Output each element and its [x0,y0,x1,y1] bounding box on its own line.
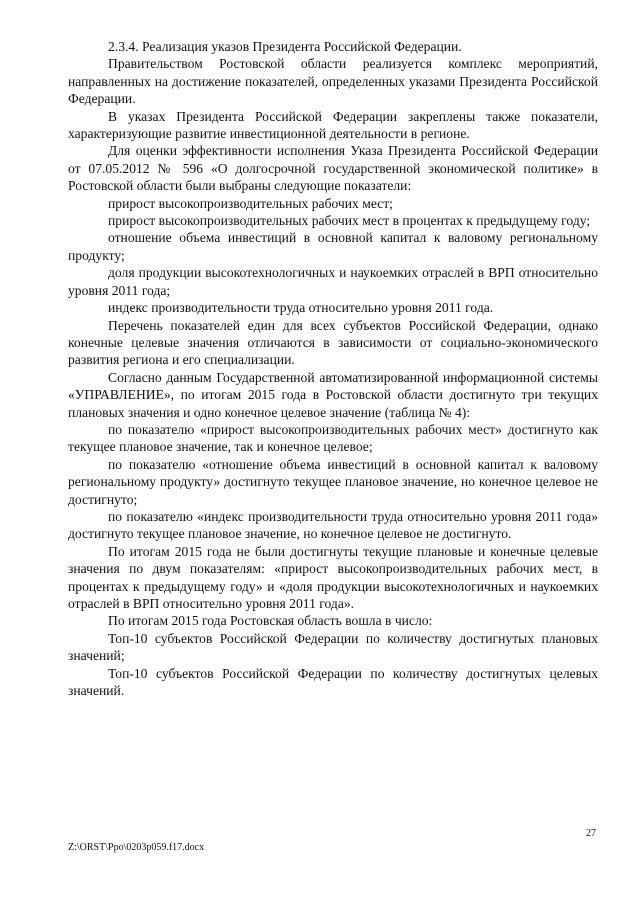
section-heading: 2.3.4. Реализация указов Президента Российской Федерации. [108,39,462,54]
indicator-item: прирост высокопроизводительных рабочих мест в процентах к предыдущему году; [108,213,591,229]
paragraph: Правительством Ростовской области реализуется комплекс мероприятий, направленных на достижение показателей, определенных указами Президента Российской Федерации. [68,56,598,107]
paragraph: Перечень показателей един для всех субъектов Российской Федерации, однако конечные целевые значения отличаются в зависимости от социально-экономического развития региона и его специализации. [68,317,598,368]
document-body [68,38,598,699]
ranking-item: Топ-10 субъектов Российской Федерации по количеству достигнутых целевых значений. [68,665,598,699]
paragraph: По итогам 2015 года Ростовская область вошла в число: [108,613,433,629]
result-item: по показателю «прирост высокопроизводительных рабочих мест» достигнуто как текущее плановое значение, так и конечное целевое; [68,421,598,455]
paragraph: Для оценки эффективности исполнения Указа Президента Российской Федерации от 07.05.2012 № 596 «О долгосрочной государственной экономической политике» в Ростовской области были выбраны следующие показатели: [68,143,598,194]
result-item: по показателю «индекс производительности труда относительно уровня 2011 года» достигнуто текущее плановое значение, но конечное целевое не достигнуто. [68,508,598,542]
indicator-item: отношение объема инвестиций в основной капитал к валовому региональному продукту; [68,230,598,263]
indicator-item: прирост высокопроизводительных рабочих мест; [108,195,393,211]
indicator-item: доля продукции высокотехнологичных и наукоемких отраслей в ВРП относительно уровня 2011 года; [68,265,598,298]
footer-file-path: Z:\ORST\Ppo\0203p059.f17.docx [68,842,205,853]
paragraph: По итогам 2015 года не были достигнуты текущие плановые и конечные целевые значения по двум показателям: «прирост высокопроизводительных рабочих мест, в процентах к предыдущему году» и «доля продукции высокотехнологичных и наукоемких отраслей в ВРП относительно уровня 2011 года». [68,543,598,611]
indicator-item: индекс производительности труда относительно уровня 2011 года. [108,300,494,316]
paragraph: В указах Президента Российской Федерации закреплены также показатели, характеризующие развитие инвестиционной деятельности в регионе. [68,108,598,142]
page-number: 27 [586,828,596,839]
result-item: по показателю «отношение объема инвестиций в основной капитал к валовому региональному продукту» достигнуто текущее плановое значение, но конечное целевое не достигнуто; [68,456,598,507]
ranking-item: Топ-10 субъектов Российской Федерации по количеству достигнутых плановых значений; [68,630,598,664]
paragraph: Согласно данным Государственной автоматизированной информационной системы «УПРАВЛЕНИЕ», по итогам 2015 года в Ростовской области достигнуто три текущих плановых значения и одно конечное целевое значение (таблица № 4): [68,369,598,420]
